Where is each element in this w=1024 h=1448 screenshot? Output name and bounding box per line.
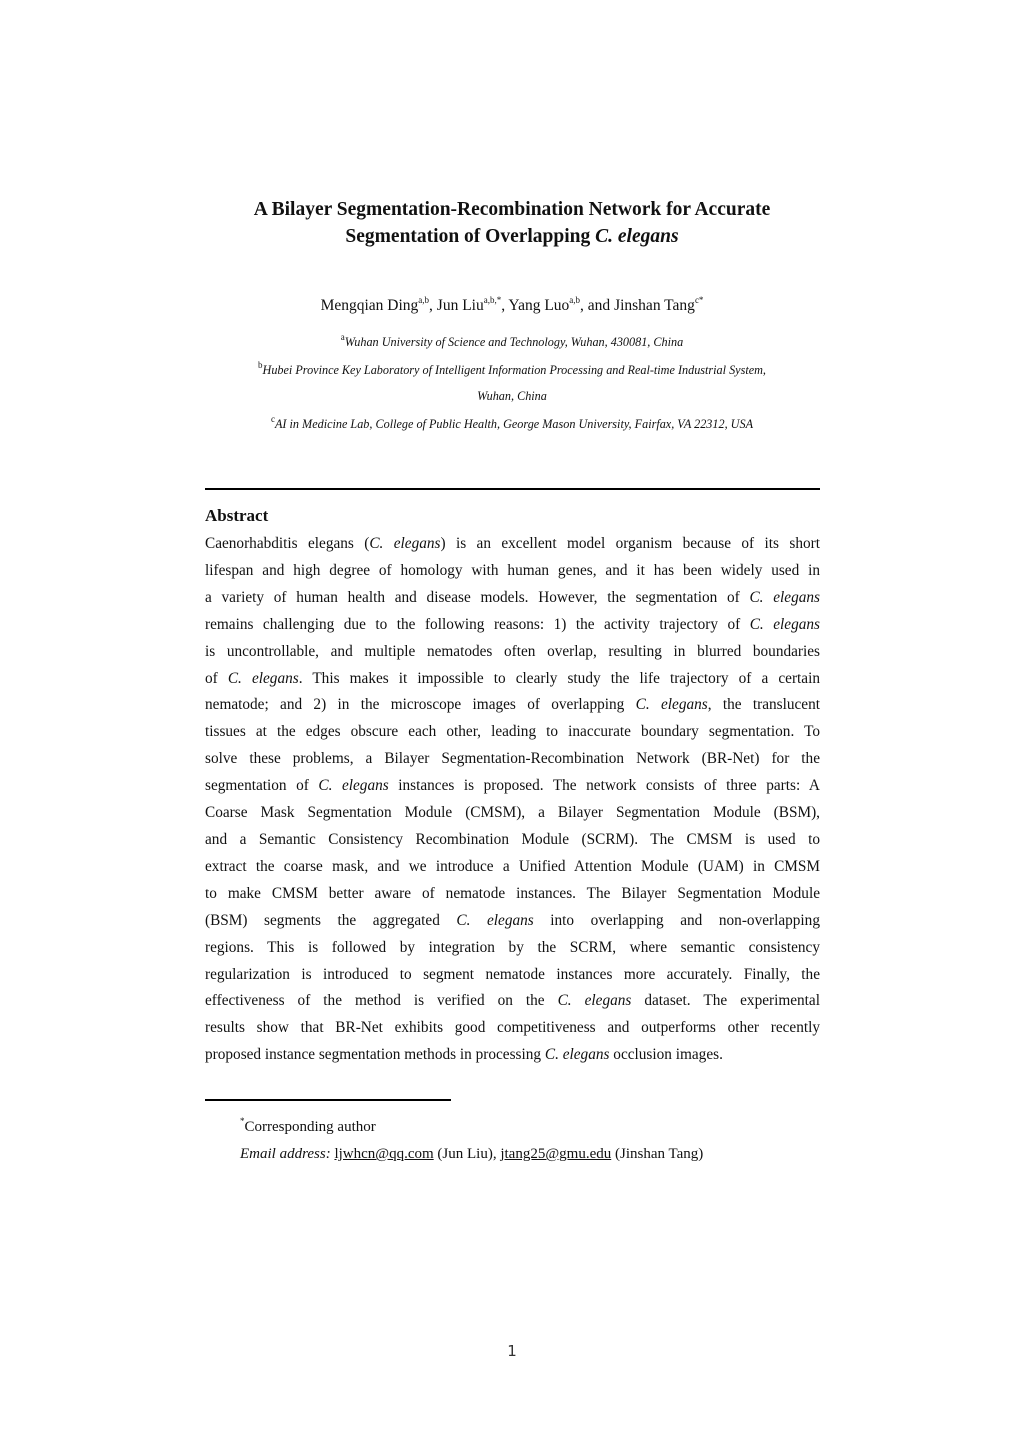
paper-title [180,196,844,250]
abstract-text: . This makes it impossible to clearly study the life trajectory of a certain [298,669,820,687]
affiliation-mark: b [258,359,263,370]
abstract-line [205,854,820,881]
abstract-text: effectiveness of the method is verified on the [205,992,558,1010]
species-name: C. elegans [557,992,632,1010]
abstract-text: to make CMSM better aware of nematode instances. The Bilayer Segmentation Module [205,884,820,902]
title-line-1: A Bilayer Segmentation-Recombination Network for Accurate [253,199,771,220]
abstract-text: , the translucent [707,696,820,714]
email-owner-jinshan-tang: (Jinshan Tang) [611,1146,704,1162]
abstract-line [205,935,820,962]
abstract-text: ) is an excellent model organism because of its short [440,535,820,552]
abstract-text: Coarse Mask Segmentation Module (CMSM), a Bilayer Segmentation Module (BSM), [205,804,820,822]
abstract-line [205,988,820,1015]
abstract-text: results show that BR-Net exhibits good competitiveness and outperforms other recently [205,1019,820,1037]
author-separator: , and [580,297,615,314]
title-line-2-prefix: Segmentation of Overlapping [345,226,596,247]
abstract-text: into overlapping and non-overlapping [533,911,820,929]
author-affil-mark: c* [694,294,704,305]
affiliation-a [200,331,824,350]
abstract-text: dataset. The experimental [631,992,820,1010]
footnote-star: * [240,1116,245,1126]
affiliation-text: AI in Medicine Lab, College of Public Health, George Mason University, Fairfax, VA 22312, USA [274,417,754,431]
abstract-line [205,827,820,854]
species-name: C. elegans [749,588,820,606]
abstract-line [205,962,820,989]
abstract-line [205,746,820,773]
abstract-text: and a Semantic Consistency Recombination Module (SCRM). The CMSM is used to [205,830,820,848]
author-name: Yang Luo [508,297,570,314]
title-line-2 [180,223,844,250]
author-name: Jun Liu [436,297,484,314]
abstract-top-rule [205,488,820,490]
abstract-line [205,908,820,935]
species-name: C. elegans [227,669,299,687]
affiliation-text: Wuhan University of Science and Technology, Wuhan, 430081, China [344,335,684,349]
abstract-text: is uncontrollable, and multiple nematodes often overlap, resulting in blurred boundaries [205,642,820,660]
species-name: C. elegans [318,777,389,795]
species-name: C. elegans [544,1046,610,1064]
abstract-heading: Abstract [205,506,269,525]
author-name: Jinshan Tang [614,297,695,314]
abstract-text: proposed instance segmentation methods in processing [205,1046,545,1064]
email-link-jun-liu[interactable]: ljwhcn@qq.com [334,1146,434,1162]
author-list [180,296,844,316]
species-name: C. elegans [635,696,708,714]
author-affil-mark: a,b [569,294,581,305]
footnote-corresponding-text: Corresponding author [244,1119,376,1135]
abstract-text: regions. This is followed by integration by the SCRM, where semantic consistency [205,938,820,956]
abstract-line [205,585,820,612]
email-link-jinshan-tang[interactable]: jtang25@gmu.edu [500,1146,612,1162]
abstract-line [205,639,820,666]
email-label: Email address: [240,1146,331,1162]
species-name: C. elegans [749,615,820,633]
affiliation-text: Hubei Province Key Laboratory of Intelligent Information Processing and Real-time Industrial System, [262,363,766,377]
abstract-line [205,531,820,558]
species-name: C. elegans [369,535,441,552]
footnote-email [240,1144,703,1164]
abstract-text: occlusion images. [609,1046,723,1064]
affiliation-c [200,413,824,432]
author-affil-mark: a,b [418,294,430,305]
abstract-text: of [205,669,228,687]
author-separator: , [501,297,509,314]
abstract-line [205,1042,820,1069]
abstract-text: nematode; and 2) in the microscope images of overlapping [205,696,636,714]
abstract-line [205,558,820,585]
abstract-line [205,666,820,693]
abstract-text: a variety of human health and disease models. However, the segmentation of [205,588,750,606]
email-owner-jun-liu: (Jun Liu), [433,1146,501,1162]
footnote-corresponding [240,1117,376,1137]
abstract-line [205,773,820,800]
abstract-text: remains challenging due to the following reasons: 1) the activity trajectory of [205,615,750,633]
abstract-text: regularization is introduced to segment nematode instances more accurately. Finally, the [205,965,820,983]
abstract-text: (BSM) segments the aggregated [205,911,457,929]
abstract-text: tissues at the edges obscure each other, leading to inaccurate boundary segmentation. To [205,723,820,741]
abstract-text: extract the coarse mask, and we introduce a Unified Attention Module (UAM) in CMSM [205,857,820,875]
abstract-line [205,1015,820,1042]
affiliation-mark: c [270,413,275,424]
affiliation-b [180,359,844,378]
abstract-text: instances is proposed. The network consists of three parts: A [388,777,820,795]
author-separator: , [429,297,437,314]
abstract-body [205,531,820,1069]
species-name: C. elegans [456,911,534,929]
author-name: Mengqian Ding [320,297,419,314]
author-affil-mark: a,b,* [483,294,502,305]
abstract-line [205,800,820,827]
abstract-line [205,881,820,908]
abstract-text: lifespan and high degree of homology with human genes, and it has been widely used in [205,561,820,579]
page-number: 1 [507,1342,517,1360]
abstract-line [205,719,820,746]
title-species: C. elegans [595,226,679,247]
abstract-text: solve these problems, a Bilayer Segmentation-Recombination Network (BR-Net) for the [205,750,820,768]
affiliation-text: Wuhan, China [477,389,547,403]
affiliation-mark: a [340,331,345,342]
abstract-line [205,612,820,639]
abstract-text: Caenorhabditis elegans ( [205,535,370,552]
abstract-text: segmentation of [205,777,319,795]
affiliation-b-line-2 [200,388,824,404]
abstract-line [205,692,820,719]
footnote-rule [205,1099,451,1101]
